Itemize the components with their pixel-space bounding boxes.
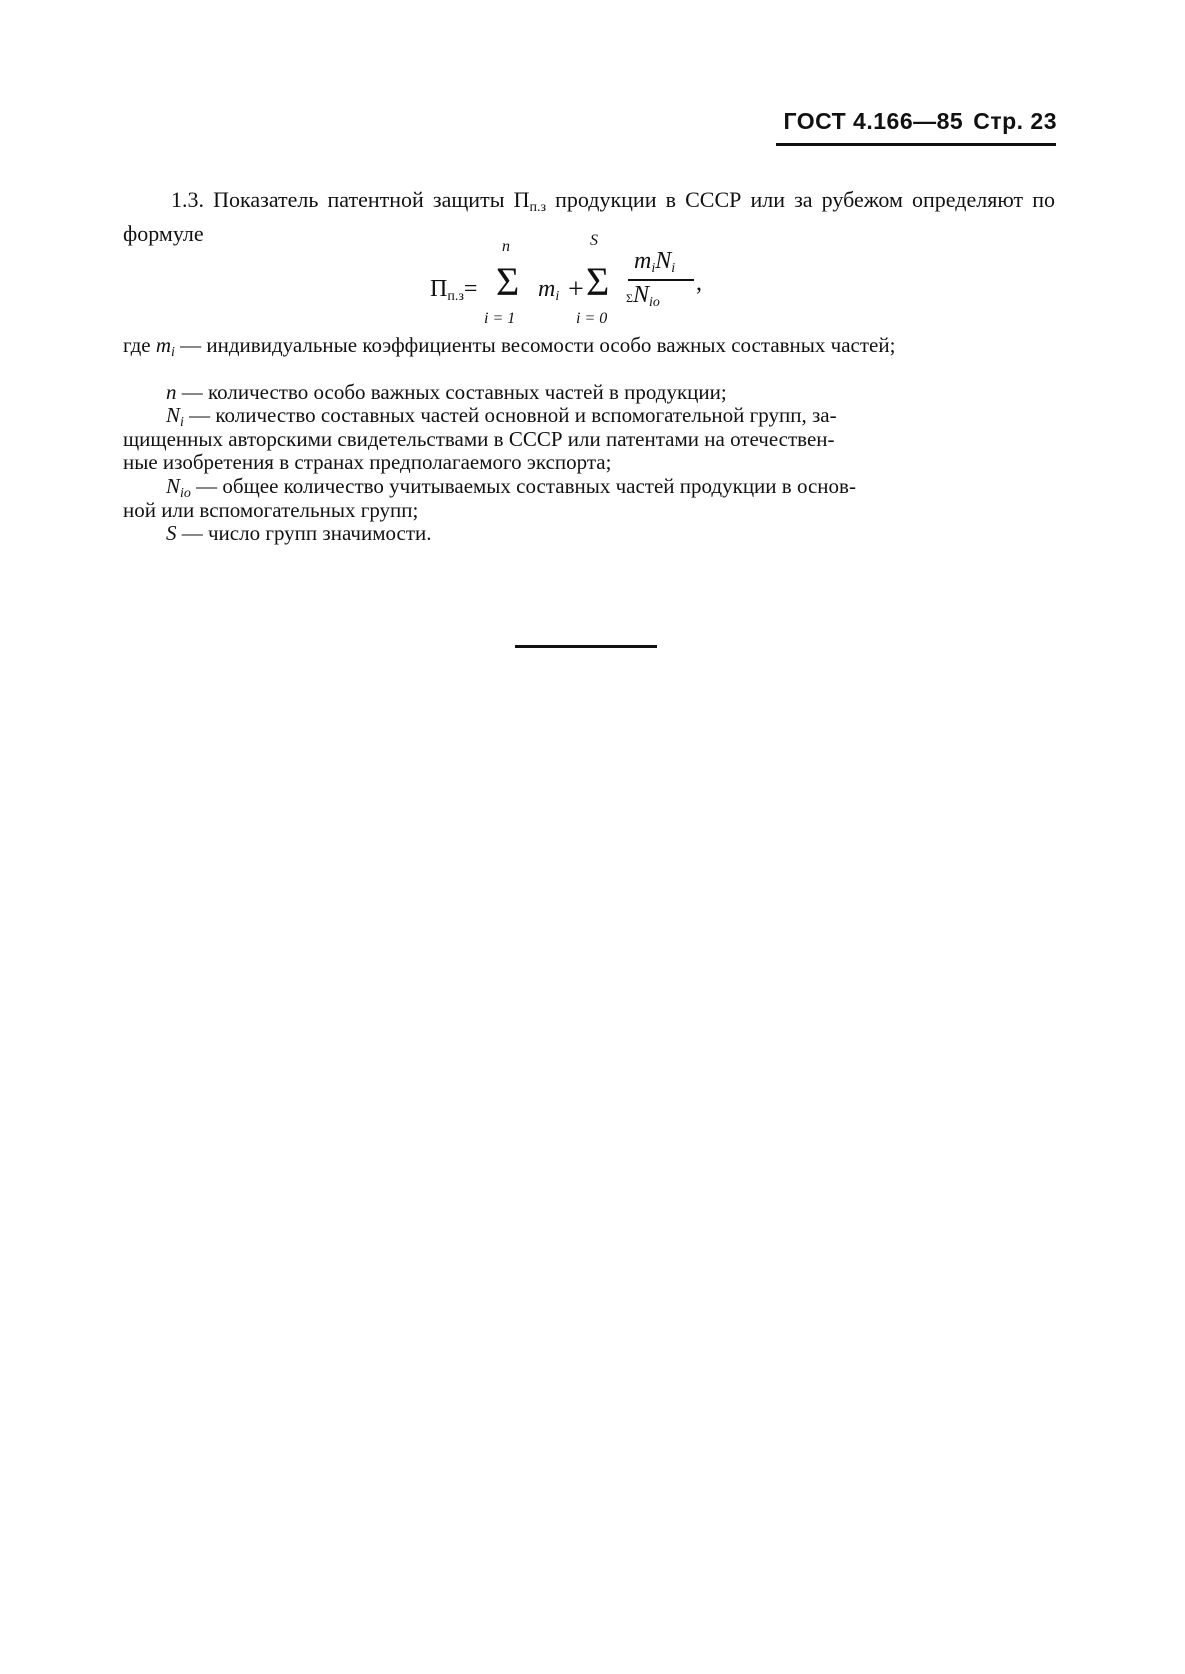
sum1-lower: i = 1 [484, 310, 516, 327]
formula [430, 232, 790, 338]
definition-Ni: $N_i$ — количество составных частей основной и вспомогательной групп, за- [166, 403, 837, 430]
page-number: Стр. 23 [973, 108, 1057, 134]
header-rule [776, 143, 1056, 146]
definition-S: S — число групп значимости. [166, 521, 432, 545]
section-intro [123, 187, 1055, 247]
fraction-numerator: $m_iN_i$ [634, 248, 676, 276]
definition-Nio-line2: ной или вспомогательных групп; [123, 498, 419, 522]
sum2-upper: S [590, 232, 598, 249]
definition-n: n — количество особо важных составных частей в продукции; [166, 380, 727, 404]
sum1-sigma: Σ [496, 259, 520, 304]
definition-Ni-line3: ные изобретения в странах предполагаемого экспорта; [123, 450, 612, 474]
intro-rest: продукции в СССР или за рубежом определяют по формуле [123, 187, 1055, 246]
plus-sign: + [568, 274, 584, 305]
formula-comma: , [696, 270, 702, 296]
sum1-term: $m_i$ [538, 276, 560, 304]
page-header [783, 108, 1057, 135]
end-rule [515, 645, 657, 648]
fraction-denominator: $\Sigma N_{io}$ [626, 282, 660, 310]
sum2-lower: i = 0 [576, 310, 608, 327]
intro-text: 1.3. Показатель патентной защиты П [171, 187, 530, 212]
definition-Nio: $N_{io}$ — общее количество учитываемых составных частей продукции в основ- [166, 474, 856, 501]
formula-lhs: $П_{п.з}=$ [430, 276, 478, 304]
sum1-upper: n [502, 238, 510, 255]
definition-mi: где $m_i$ — индивидуальные коэффициенты весомости особо важных составных частей; [123, 333, 896, 360]
document-number: ГОСТ 4.166—85 [783, 108, 964, 134]
definition-Ni-line2: щищенных авторскими свидетельствами в СССР или патентами на отечествен- [123, 427, 835, 451]
intro-subscript: п.з [529, 200, 547, 215]
fraction-bar [628, 279, 694, 281]
sum2-sigma: Σ [586, 259, 610, 304]
